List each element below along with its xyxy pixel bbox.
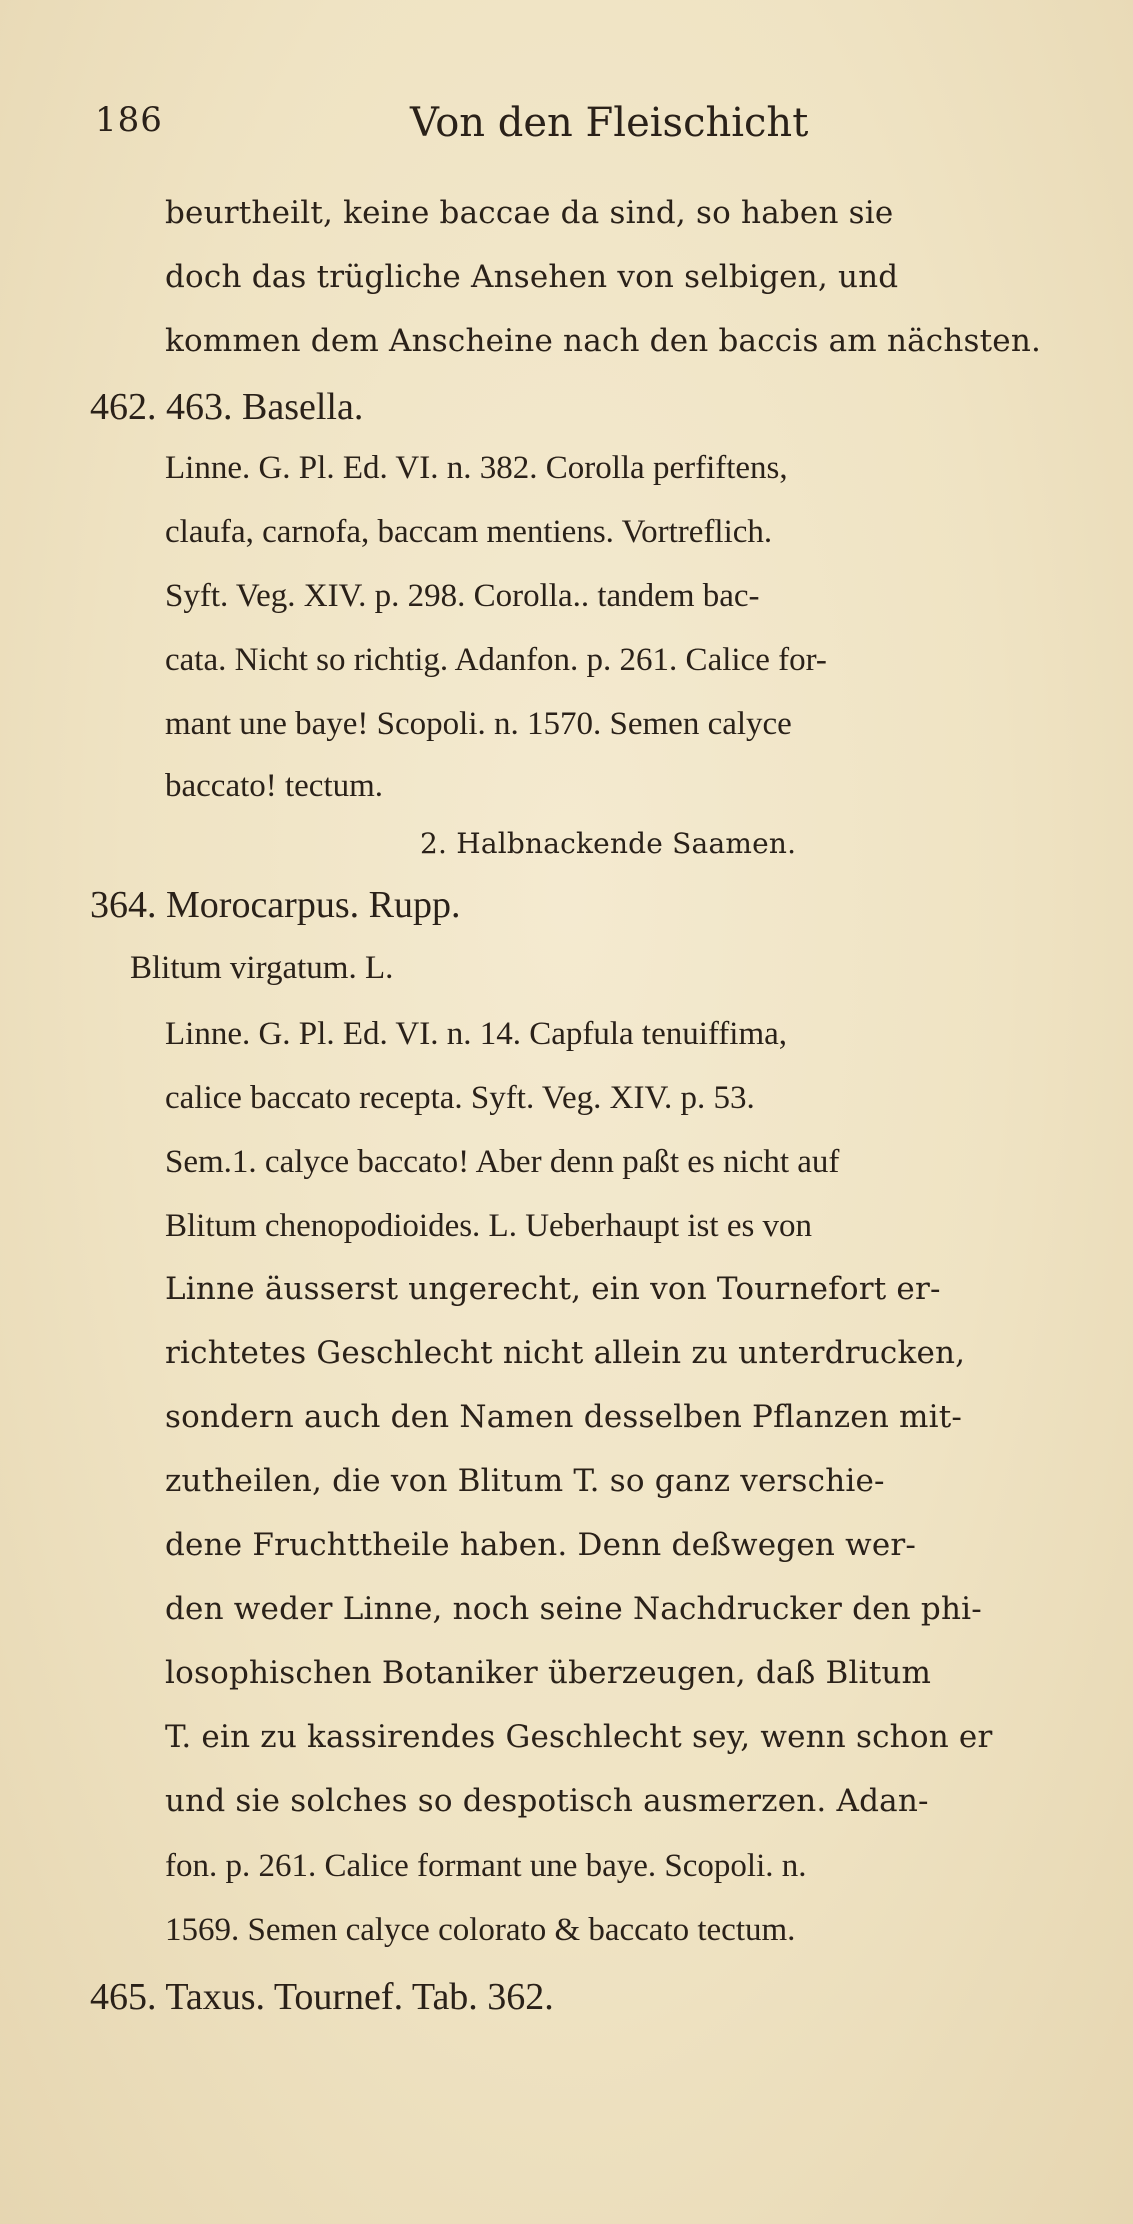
text-line: dene Fruchttheile haben. Denn deßwegen wer- (165, 1527, 917, 1563)
text-line: kommen dem Anscheine nach den baccis am nächsten. (165, 323, 1042, 359)
text-line: Syft. Veg. XIV. p. 298. Corolla.. tandem bac- (165, 578, 760, 614)
page-header (95, 100, 1055, 160)
text-line: Linne. G. Pl. Ed. VI. n. 14. Capfula tenuiffima, (165, 1016, 788, 1052)
text-line: Sem.1. calyce baccato! Aber denn paßt es nicht auf (165, 1144, 840, 1180)
text-line: zutheilen, die von Blitum T. so ganz verschie- (165, 1463, 885, 1499)
text-line: beurtheilt, keine baccae da sind, so haben sie (165, 195, 894, 231)
text-line: und sie solches so despotisch ausmerzen. Adan- (165, 1783, 929, 1819)
text-line: T. ein zu kassirendes Geschlecht sey, wenn schon er (165, 1719, 993, 1755)
text-line: 1569. Semen calyce colorato & baccato tectum. (165, 1912, 796, 1948)
text-line: cata. Nicht so richtig. Adanfon. p. 261. Calice for- (165, 642, 827, 678)
subsection-heading: 2. Halbnackende Saamen. (420, 827, 797, 860)
text-line: den weder Linne, noch seine Nachdrucker den phi- (165, 1591, 982, 1627)
page-number: 186 (95, 100, 163, 140)
text-line: calice baccato recepta. Syft. Veg. XIV. p. 53. (165, 1080, 755, 1116)
section-heading: 462. 463. Basella. (90, 386, 364, 428)
text-line: Linne. G. Pl. Ed. VI. n. 382. Corolla perfiftens, (165, 450, 788, 486)
section-heading: 364. Morocarpus. Rupp. (90, 884, 461, 926)
text-line: Linne äusserst ungerecht, ein von Tournefort er- (165, 1271, 941, 1307)
text-line: mant une baye! Scopoli. n. 1570. Semen calyce (165, 706, 792, 742)
section-heading: 465. Taxus. Tournef. Tab. 362. (90, 1976, 554, 2018)
text-line: Blitum virgatum. L. (130, 950, 394, 986)
text-line: claufa, carnofa, baccam mentiens. Vortreflich. (165, 514, 773, 550)
text-line: baccato! tectum. (165, 768, 384, 804)
text-line: losophischen Botaniker überzeugen, daß Blitum (165, 1655, 932, 1691)
text-line: richtetes Geschlecht nicht allein zu unterdrucken, (165, 1335, 966, 1371)
text-line: fon. p. 261. Calice formant une baye. Scopoli. n. (165, 1848, 807, 1884)
text-line: sondern auch den Namen desselben Pflanzen mit- (165, 1399, 963, 1435)
text-line: Blitum chenopodioides. L. Ueberhaupt ist es von (165, 1208, 813, 1244)
text-line: doch das trügliche Ansehen von selbigen, und (165, 259, 899, 295)
running-head: Von den Fleischicht (410, 100, 809, 146)
